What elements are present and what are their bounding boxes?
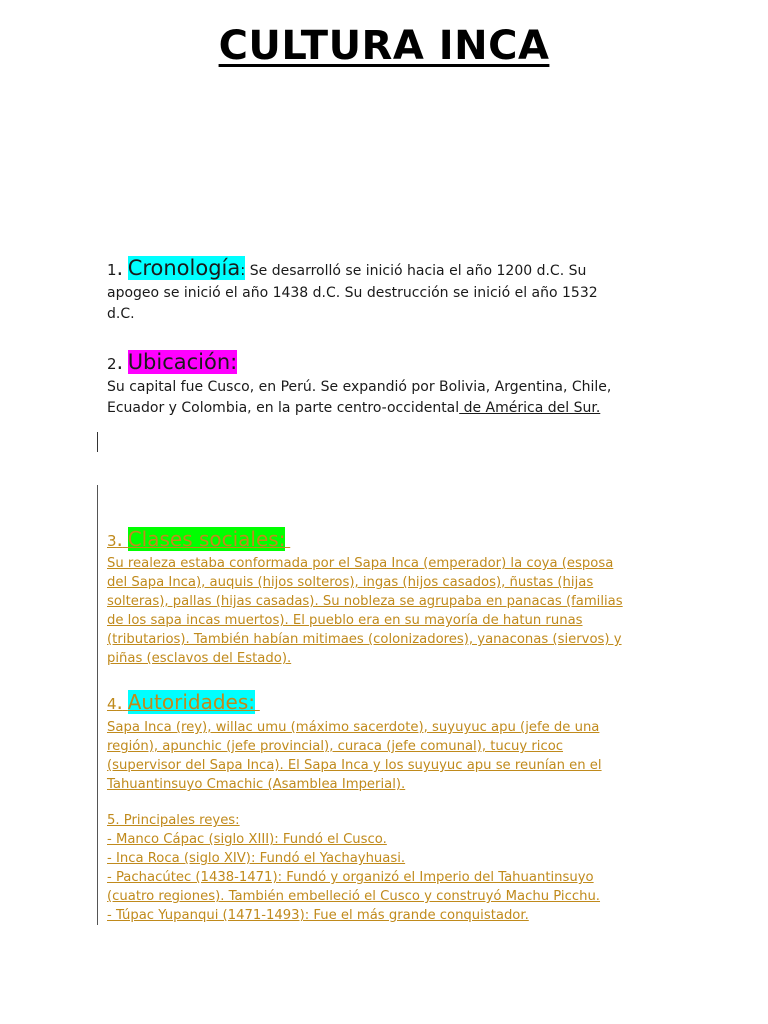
section-heading-autoridades: Autoridades: (127, 690, 256, 714)
margin-line (97, 485, 98, 925)
ubicacion-link-text: de América del Sur. (459, 400, 601, 416)
ubicacion-line: Su capital fue Cusco, en Perú. Se expandió por Bolivia, Argentina, Chile, (107, 378, 612, 395)
autoridades-line: (supervisor del Sapa Inca). El Sapa Inca y los suyuyuc apu se reunían en el (107, 758, 602, 773)
clases-line: de los sapa incas muertos). El pueblo era en su mayoría de hatun runas (107, 613, 583, 628)
clases-line: del Sapa Inca), auquis (hijos solteros), ingas (hijos casados), ñustas (hijas (107, 575, 594, 590)
section-number: 2 (107, 355, 117, 373)
clases-line: piñas (esclavos del Estado). (107, 651, 292, 666)
text-cursor (97, 432, 98, 452)
page-title: CULTURA INCA (218, 23, 550, 69)
section-number: 1 (107, 261, 117, 279)
section-reyes (107, 811, 667, 925)
cronologia-line: Se desarrolló se inició hacia el año 1200 d.C. Su (249, 263, 587, 279)
section-autoridades: 4. Autoridades: Sapa Inca (rey), willac umu (máximo sacerdote), suyuyuc apu (jefe de una región), apunchic (jefe provincial), curaca (jefe comunal), tucuy ricoc (supervisor del Sapa Inca). El Sapa Inca y los suyuyuc apu se reunían en el Tahuantinsuyo Cmachic (Asamblea Imperial). (107, 688, 667, 794)
cronologia-line: apogeo se inició el año 1438 d.C. Su destrucción se inició el año 1532 (107, 284, 598, 301)
reyes-line: - Inca Roca (siglo XIV): Fundó el Yachayhuasi. (107, 851, 406, 866)
section-heading-ubicacion: Ubicación: (127, 350, 238, 374)
reyes-heading: 5. Principales reyes: (107, 813, 240, 828)
section-number: 3 (107, 532, 117, 550)
ubicacion-line: Ecuador y Colombia, en la parte centro-occidental (107, 400, 460, 416)
autoridades-line: región), apunchic (jefe provincial), curaca (jefe comunal), tucuy ricoc (107, 739, 564, 754)
autoridades-line: Sapa Inca (rey), willac umu (máximo sacerdote), suyuyuc apu (jefe de una (107, 720, 600, 735)
reyes-line: - Pachacútec (1438-1471): Fundó y organizó el Imperio del Tahuantinsuyo (107, 870, 594, 885)
section-cronologia: 1. Cronología: Se desarrolló se inició hacia el año 1200 d.C. Su apogeo se inició el año 1438 d.C. Su destrucción se inició el año 1532 d.C. (107, 256, 598, 322)
autoridades-line: Tahuantinsuyo Cmachic (Asamblea Imperial). (107, 777, 406, 792)
section-clases: 3. Clases sociales: Su realeza estaba conformada por el Sapa Inca (emperador) la coya (esposa del Sapa Inca), auquis (hijos solteros), ingas (hijos casados), ñustas (hijas solteras), pallas (hijas casadas). Su nobleza se agrupaba en panacas (familias de los sapa incas muertos). El pueblo era en su mayoría de hatun runas (tributarios). También habían mitimaes (colonizadores), yanaconas (siervos) y piñas (esclavos del Estado). (107, 526, 667, 668)
cronologia-line: d.C. (107, 306, 135, 322)
section-heading-cronologia: Cronología: (127, 256, 246, 280)
reyes-line: - Túpac Yupanqui (1471-1493): Fue el más grande conquistador. (107, 908, 529, 923)
clases-line: Su realeza estaba conformada por el Sapa Inca (emperador) la coya (esposa (107, 556, 614, 571)
reyes-line: (cuatro regiones). También embelleció el Cusco y construyó Machu Picchu. (107, 889, 601, 904)
section-ubicacion: 2. Ubicación: Su capital fue Cusco, en Perú. Se expandió por Bolivia, Argentina, Chile, Ecuador y Colombia, en la parte centro-occidental de América del Sur. (107, 350, 612, 416)
clases-line: solteras), pallas (hijas casadas). Su nobleza se agrupaba en panacas (familias (107, 594, 623, 609)
section-heading-clases: Clases sociales: (127, 527, 286, 551)
section-number: 4 (107, 695, 117, 713)
reyes-line: - Manco Cápac (siglo XIII): Fundó el Cusco. (107, 832, 387, 847)
clases-line: (tributarios). También habían mitimaes (colonizadores), yanaconas (siervos) y (107, 632, 622, 647)
